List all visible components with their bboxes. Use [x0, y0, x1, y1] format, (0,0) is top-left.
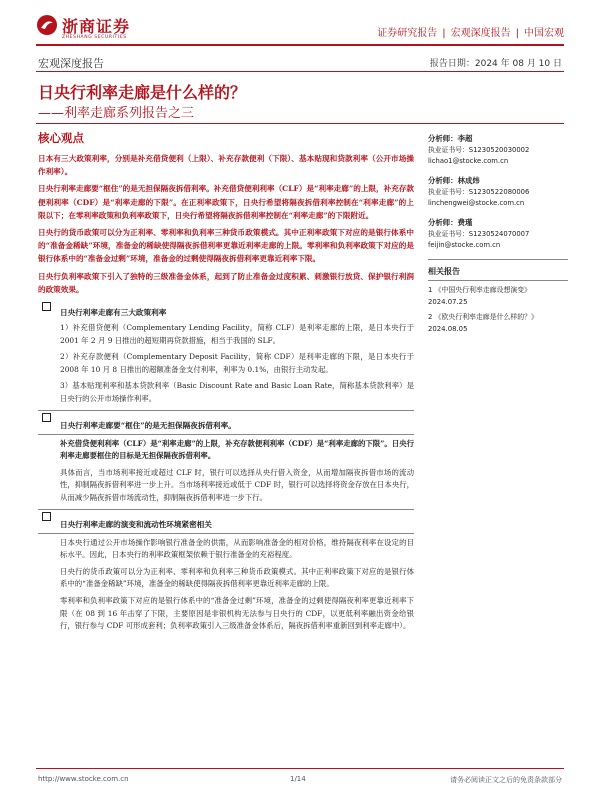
footer-divider [36, 768, 564, 769]
report-type: 宏观深度报告 [38, 57, 104, 70]
title-divider [36, 71, 564, 72]
main-content [38, 130, 414, 637]
related-report-link[interactable]: 1 《中国央行利率走廊设想演变》 2024.07.25 [428, 286, 532, 306]
section-heading [38, 509, 414, 534]
report-category-nav [377, 24, 564, 39]
analyst-email[interactable]: lichao1@stocke.com.cn [428, 156, 509, 165]
related-reports-heading: 相关报告 [428, 259, 568, 277]
analyst-name: 分析师：李超 [428, 134, 473, 143]
checkbox-bullet-icon [42, 512, 51, 521]
related-report-link[interactable]: 2 《欧央行利率走廊是什么样的？》 2024.08.05 [428, 313, 538, 333]
section-paragraph: 2）补充存款便利（Complementary Deposit Facility，简称 CDF）是利率走廊的下限，是日本央行于 2008 年 10 月 8 日推出的超额准备金支付利率，利率为 0.1%，由银行主动发起。 [60, 352, 414, 374]
report-date: 报告日期：2024 年 08 月 10 日 [429, 59, 562, 69]
core-view-heading: 核心观点 [38, 131, 84, 145]
section-title: 日央行利率走廊有三大政策利率 [60, 308, 167, 318]
nav-separator: | [442, 28, 446, 39]
section-heading [38, 410, 414, 435]
analyst-name: 分析师：林成炜 [428, 176, 480, 185]
core-paragraph: 日本有三大政策利率，分别是补充借贷便利（上限）、补充存款便利（下限）、基本贴现和贷款利率（公开市场操作利率）。 [38, 154, 414, 177]
checkbox-bullet-icon [42, 413, 51, 422]
nav-item-china-macro: 中国宏观 [524, 28, 564, 39]
section-paragraph: 3）基本贴现利率和基本贷款利率（Basic Discount Rate and Basic Loan Rate，简称基本贷款利率）是日央行的公开市场操作利率。 [60, 381, 414, 403]
section-paragraph: 零利率和负利率政策下对应的是银行体系中的“准备金过剩”环境，准备金的过剩使得隔夜利率更靠近利率下限（在 08 到 16 年击穿了下限，主要原因是非银机构无法参与日央行的 CDF，以更低利率融出资金给银行，银行参与 CDF 可形成套利；负利率政策引入三级准备金体系后，隔夜拆借利率重新回到利率走廊中）。 [60, 595, 414, 631]
footer-disclaimer: 请务必阅读正文之后的免责条款部分 [450, 776, 562, 784]
page-subtitle: ——利率走廊系列报告之三 [38, 106, 195, 121]
section-heading [38, 300, 414, 319]
analyst-cert: 执业证书号：S1230524070007 [428, 230, 530, 238]
section-title: 日央行利率走廊的演变和流动性环境紧密相关 [60, 519, 212, 529]
section-paragraph: 具体而言，当市场利率接近或超过 CLF 时，银行可以选择从央行借入资金，从而增加隔夜拆借市场的流动性，抑制隔夜拆借利率进一步上升。当市场利率接近或低于 CDF 时，银行可以选择将资金存放在日本央行，从而减少隔夜拆借市场流动性，抑制隔夜拆借利率进一步下行。 [60, 467, 414, 502]
analyst-email[interactable]: feijin@stocke.com.cn [428, 240, 501, 249]
logo-text: 浙商证券 [62, 17, 131, 36]
core-paragraph: 日央行负利率政策下引入了独特的三级准备金体系，起到了防止准备金过度积累、刺激银行放贷、保护银行利润的政策效果。 [38, 271, 414, 294]
section-bold-paragraph: 补充借贷便利利率（CLF）是“利率走廊”的上限，补充存款便利利率（CDF）是“利率走廊的下限”。日央行利率走廊要框住的目标是无担保隔夜拆借利率。 [60, 438, 414, 461]
section-paragraph: 日央行的货币政策可以分为正利率、零利率和负利率三种货币政策模式。其中正利率政策下对应的是银行体系中的“准备金稀缺”环境，准备金的稀缺使得隔夜拆借利率更靠近利率走廊的上限。 [60, 566, 414, 589]
logo-subtext: ZHESHANG SECURITIES [62, 35, 127, 40]
footer-url[interactable]: http://www.stocke.com.cn [38, 775, 129, 783]
section-title: 日央行利率走廊要“框住”的是无担保隔夜拆借利率。 [60, 420, 236, 430]
subtitle-divider [36, 123, 564, 124]
analyst-email[interactable]: linchengwei@stocke.com.cn [428, 198, 525, 207]
analyst-card [428, 217, 568, 250]
related-divider [428, 280, 568, 281]
core-paragraph: 日央行的货币政策可以分为正利率、零利率和负利率三种货币政策模式。其中正利率政策下对应的是银行体系中的“准备金稀缺”环境，准备金的稀缺使得隔夜拆借利率更靠近利率走廊的上限。零利率和负利率政策下对应的是银行体系中的“准备金过剩”环境，准备金的过剩使得隔夜拆借利率更靠近利率下限。 [38, 228, 414, 264]
section-paragraph: 日本央行通过公开市场操作影响银行准备金的供需，从而影响准备金的相对价格，维持隔夜利率在设定的目标水平。因此，日本央行的利率政策框架依赖于银行准备金的充裕程度。 [60, 537, 414, 560]
page-number: 1/14 [290, 775, 306, 783]
header-divider [36, 44, 564, 46]
nav-item-macro-depth: 宏观深度报告 [450, 28, 511, 39]
analyst-card [428, 133, 568, 166]
nav-item-research: 证券研究报告 [377, 28, 438, 39]
core-paragraph: 日央行利率走廊要“框住”的是无担保隔夜拆借利率。补充借贷便利利率（CLF）是“利率走廊”的上限，补充存款便利利率（CDF）是“利率走廊的下限”。在正利率政策下，日央行希望将隔夜拆借利率控制在“利率走廊”的上限以下；在零利率政策和负利率政策下，日央行希望将隔夜拆借利率控制在“利率走廊”的下限附近。 [38, 184, 414, 220]
section-paragraph: 1）补充借贷便利（Complementary Lending Facility，简称 CLF）是利率走廊的上限，是日本央行于 2001 年 2 月 9 日推出的超短期再贷款措施，相当于我国的 SLF。 [60, 323, 414, 345]
sidebar [428, 133, 568, 335]
analyst-name: 分析师：费瑾 [428, 218, 473, 227]
checkbox-bullet-icon [42, 302, 51, 311]
analyst-cert: 执业证书号：S1230522080006 [428, 188, 530, 196]
analyst-cert: 执业证书号：S1230520030002 [428, 146, 530, 154]
nav-separator: | [515, 28, 519, 39]
analyst-card [428, 175, 568, 208]
logo-mark-icon [36, 14, 58, 36]
page-title: 日央行利率走廊是什么样的？ [38, 83, 247, 102]
